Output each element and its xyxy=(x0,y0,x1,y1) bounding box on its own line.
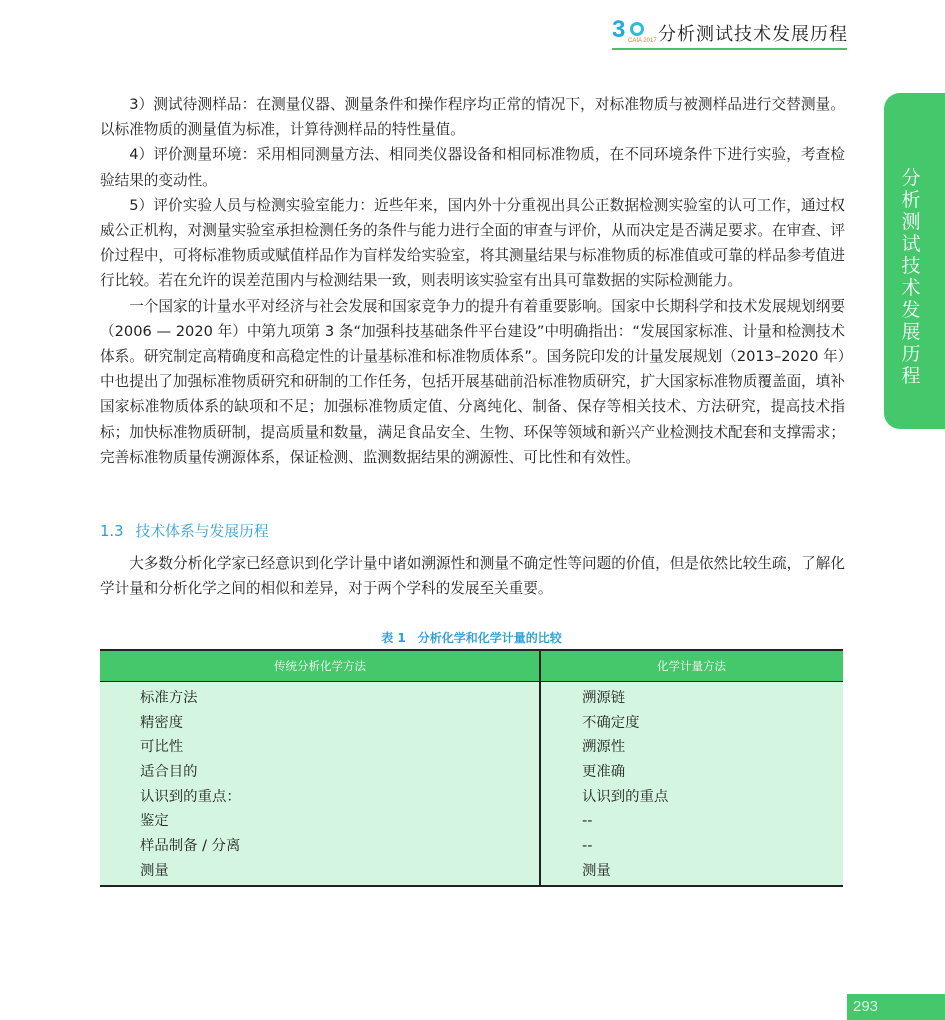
table-cell: 测量 xyxy=(582,862,611,879)
body-text xyxy=(100,92,845,470)
table-cell: 可比性 xyxy=(140,739,184,756)
table-cell: 标准方法 xyxy=(140,690,198,706)
table-row xyxy=(100,786,843,811)
table-cell: 样品制备 / 分离 xyxy=(140,838,241,855)
table-cell: 适合目的 xyxy=(140,764,198,781)
table-cell: 精密度 xyxy=(140,714,184,731)
table-row xyxy=(100,810,843,835)
logo-number: 3 xyxy=(612,16,624,43)
anniversary-logo xyxy=(612,18,658,46)
side-tab-label: 分析测试技术发展历程 xyxy=(901,167,921,387)
table-cell: 溯源性 xyxy=(582,739,626,756)
section-paragraph: 大多数分析化学家已经意识到化学计量中诸如溯源性和测量不确定性等问题的价值，但是依然比较生疏，了解化学计量和分析化学之间的相似和差异，对于两个学科的发展至关重要。 xyxy=(100,555,845,598)
paragraph-item-5: 5）评价实验人员与检测实验室能力：近些年来，国内外十分重视出具公正数据检测实验室的认可工作，通过权威公正机构，对测量实验室承担检测任务的条件与能力进行全面的审查与评价，从而决定是否满足要求。在审查、评价过程中，可将标准物质或赋值样品作为盲样发给实验室，将其测量结果与标准物质的标准值或可靠的样品参考值进行比较。若在允许的误差范围内与检测结果一致，则表明该实验室有出具可靠数据的实际检测能力。 xyxy=(100,196,845,290)
paragraph-item-4: 4）评价测量环境：采用相同测量方法、相同类仪器设备和相同标准物质，在不同环境条件下进行实验，考查检验结果的变动性。 xyxy=(100,146,845,189)
section-title: 技术体系与发展历程 xyxy=(135,523,269,540)
section-body xyxy=(100,551,845,601)
table-cell: -- xyxy=(582,813,593,830)
page-number: 293 xyxy=(847,994,945,1020)
table-cell: 更准确 xyxy=(582,764,626,781)
table-cell: 鉴定 xyxy=(140,813,169,830)
table-row xyxy=(100,712,843,737)
table-body xyxy=(100,687,843,885)
table-row xyxy=(100,736,843,761)
table-row xyxy=(100,687,843,712)
table-header xyxy=(100,651,843,682)
table-cell: 溯源链 xyxy=(582,690,626,706)
table-row xyxy=(100,860,843,885)
table-cell: 认识到的重点 xyxy=(582,788,669,805)
logo-ring-icon xyxy=(630,22,644,36)
header-rule xyxy=(612,48,847,50)
book-title: 分析测试技术发展历程 xyxy=(658,24,848,45)
table-cell: 不确定度 xyxy=(582,714,640,731)
table-cell: 测量 xyxy=(140,862,169,879)
table-row xyxy=(100,761,843,786)
table-cell: 认识到的重点： xyxy=(140,788,241,805)
chapter-side-tab xyxy=(884,93,945,429)
header-chemical-metrology: 化学计量方法 xyxy=(657,659,726,673)
paragraph-item-3: 3）测试待测样品：在测量仪器、测量条件和操作程序均正常的情况下，对标准物质与被测样品进行交替测量。以标准物质的测量值为标准，计算待测样品的特性量值。 xyxy=(100,96,845,139)
paragraph-national-metrology: 一个国家的计量水平对经济与社会发展和国家竞争力的提升有着重要影响。国家中长期科学和技术发展规划纲要（2006 — 2020 年）中第九项第 3 条“加强科技基础条件平台建设”中明确指出：“发展国家标准、计量和检测技术体系。研究制定高精确度和高稳定性的计量基标准和标准物质体系”。国务院印发的计量发展规划（2013–2020 年）中也提出了加强标准物质研究和研制的工作任务，包括开展基础前沿标准物质研究，扩大国家标准物质覆盖面，填补国家标准物质体系的缺项和不足；加强标准物质定值、分离纯化、制备、保存等相关技术、方法研究，提高技术指标；加快标准物质研制，提高质量和数量，满足食品安全、生物、环保等领域和新兴产业检测技术配套和支撑需求；完善标准物质量传溯源体系，保证检测、监测数据结果的溯源性、可比性和有效性。 xyxy=(100,297,845,466)
table-cell: -- xyxy=(582,838,593,855)
logo-caption: CAIA 2017 xyxy=(628,38,657,44)
table-caption: 表 1 分析化学和化学计量的比较 xyxy=(381,631,562,645)
section-number: 1.3 xyxy=(100,523,124,540)
section-heading xyxy=(100,520,269,541)
table-row xyxy=(100,835,843,860)
comparison-table xyxy=(100,649,843,887)
running-header xyxy=(612,18,847,48)
header-traditional-methods: 传统分析化学方法 xyxy=(274,659,366,673)
